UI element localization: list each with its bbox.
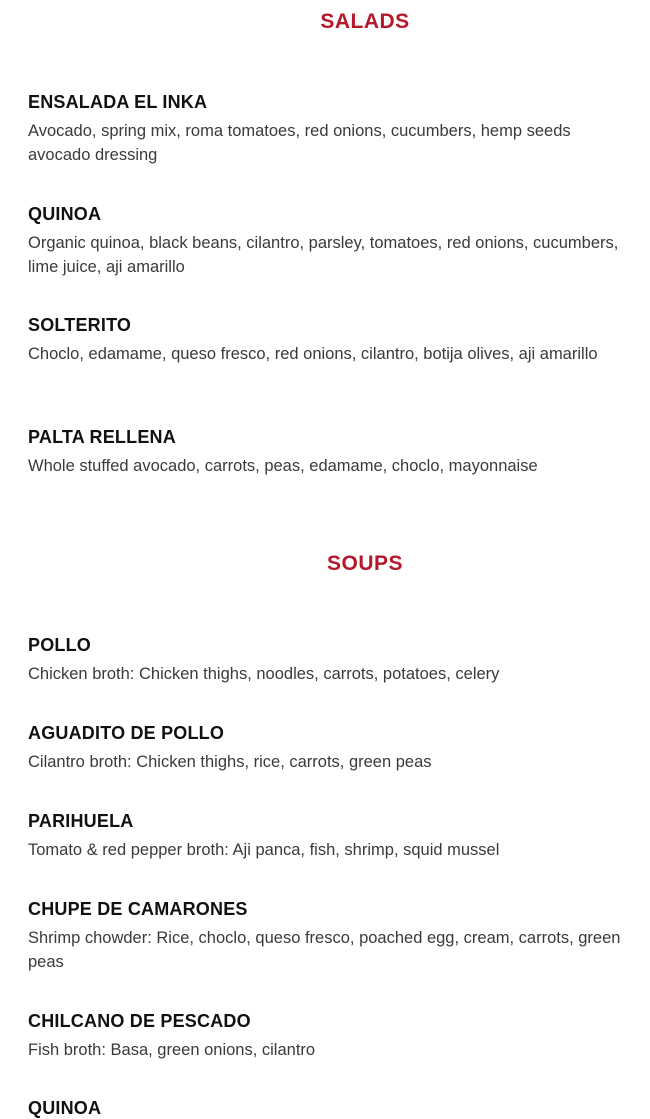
item-description: Fish broth: Basa, green onions, cilantro [28, 1041, 316, 1059]
section-title-salads: SALADS [320, 10, 410, 33]
menu-item [28, 898, 628, 974]
section-title-soups: SOUPS [326, 552, 404, 575]
item-name: QUINOA [28, 1098, 102, 1118]
item-name: SOLTERITO [28, 315, 132, 335]
menu-item [28, 426, 628, 479]
item-name: ENSALADA EL INKA [28, 92, 208, 112]
item-description: Chicken broth: Chicken thighs, noodles, carrots, potatoes, celery [28, 665, 500, 683]
menu-item [28, 1097, 628, 1119]
item-name: PARIHUELA [28, 811, 134, 831]
menu-item [28, 91, 628, 167]
item-name: AGUADITO DE POLLO [28, 723, 225, 743]
item-description: Shrimp chowder: Rice, choclo, queso fresco, poached egg, cream, carrots, green peas [28, 929, 621, 971]
item-description: Choclo, edamame, queso fresco, red onions, cilantro, botija olives, aji amarillo [28, 345, 598, 363]
item-description: Organic quinoa, black beans, cilantro, parsley, tomatoes, red onions, cucumbers, lime juice, aji amarillo [28, 234, 619, 276]
menu-item [28, 1010, 628, 1063]
item-name: PALTA RELLENA [28, 427, 176, 447]
item-name: QUINOA [28, 204, 102, 224]
menu-item [28, 203, 628, 279]
menu-item [28, 810, 628, 863]
item-description: Tomato & red pepper broth: Aji panca, fish, shrimp, squid mussel [28, 841, 500, 859]
menu-item [28, 722, 628, 775]
item-description: Whole stuffed avocado, carrots, peas, edamame, choclo, mayonnaise [28, 457, 538, 475]
menu-item [28, 634, 628, 687]
item-name: CHUPE DE CAMARONES [28, 899, 248, 919]
item-name: CHILCANO DE PESCADO [28, 1011, 251, 1031]
item-description: Avocado, spring mix, roma tomatoes, red onions, cucumbers, hemp seeds avocado dressing [28, 122, 571, 164]
menu-item [28, 314, 628, 367]
item-description: Cilantro broth: Chicken thighs, rice, carrots, green peas [28, 753, 432, 771]
item-name: POLLO [28, 635, 91, 655]
